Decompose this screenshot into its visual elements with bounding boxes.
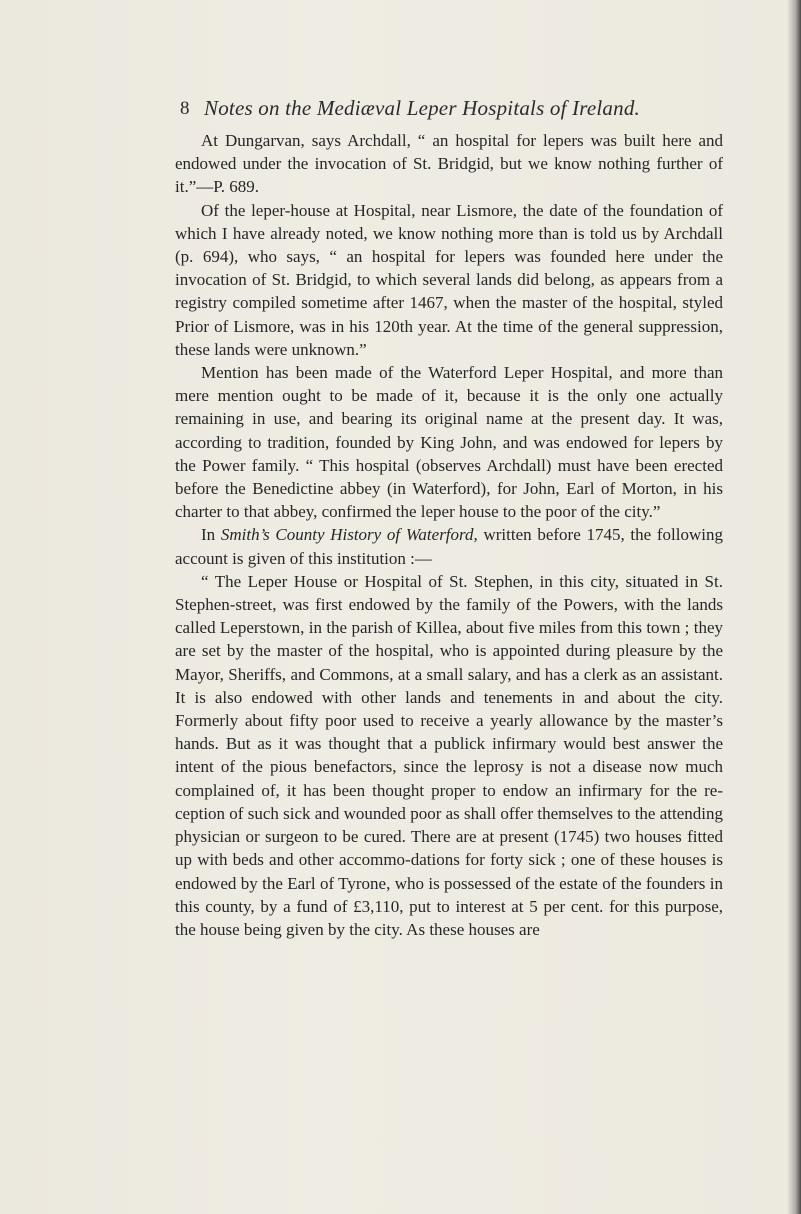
book-title: Smith’s County History of Waterford, <box>220 525 478 545</box>
paragraph-dungarvan: At Dungarvan, says Archdall, “ an hospital for lepers was built here and endowed under the invocation of St. Bridgid, but we know nothing further of it.”—P. 689. <box>175 131 723 197</box>
running-title: Notes on the Mediæval Leper Hospitals of Ireland. <box>204 96 640 120</box>
body-text <box>175 129 723 941</box>
smith-prefix: In <box>201 525 221 545</box>
page-edge-shadow <box>787 0 801 1214</box>
paragraph-quote: “ The Leper House or Hospital of St. Stephen, in this city, situated in St. Stephen-street, was first endowed by the family of the Powers, with the lands called Leperstown, in the parish of Killea, about five miles from this town ; they are set by the master of the hospital, who is appointed during pleasure by the Mayor, Sheriffs, and Commons, at a small salary, and has a clerk as an assistant. It is also endowed with other lands and tenements in and about the city. Formerly about fifty poor used to receive a yearly allowance by the master’s hands. But as it was thought that a publick infirmary would best answer the intent of the pious benefactors, since the leprosy is not a disease now much complained of, it has been thought proper to endow an infirmary for the re-ception of such sick and wounded poor as shall offer themselves to the attending physician or surgeon to be cured. There are at present (1745) two houses fitted up with beds and other accommo-dations for forty sick ; one of these houses is endowed by the Earl of Tyrone, who is possessed of the estate of the founders in this county, by a fund of £3,110, put to interest at 5 per cent. for this purpose, the house being given by the city. As these houses are <box>175 571 723 939</box>
page-number: 8 <box>180 98 190 119</box>
smith-suffix: written before 1745, the following account is given of this institution :— <box>175 525 723 568</box>
paragraph-waterford: Mention has been made of the Waterford Leper Hospital, and more than mere mention ought to be made of it, because it is the only one actually remaining in use, and bearing its original name at the present day. It was, according to tradition, founded by King John, and was endowed for lepers by the Power family. “ This hospital (observes Archdall) must have been erected before the Benedictine abbey (in Waterford), for John, Earl of Morton, in his charter to that abbey, confirmed the leper house to the poor of the city.” <box>175 363 723 522</box>
paragraph-lismore: Of the leper-house at Hospital, near Lismore, the date of the foundation of which I have already noted, we know nothing more than is told us by Archdall (p. 694), who says, “ an hospital for lepers was founded here under the invocation of St. Bridgid, to which several lands did belong, as appears from a registry compiled sometime after 1467, when the master of the hospital, styled Prior of Lismore, was in his 120th year. At the time of the general suppression, these lands were unknown.” <box>175 200 723 359</box>
running-header <box>180 96 724 121</box>
paragraph-smith <box>175 523 723 569</box>
